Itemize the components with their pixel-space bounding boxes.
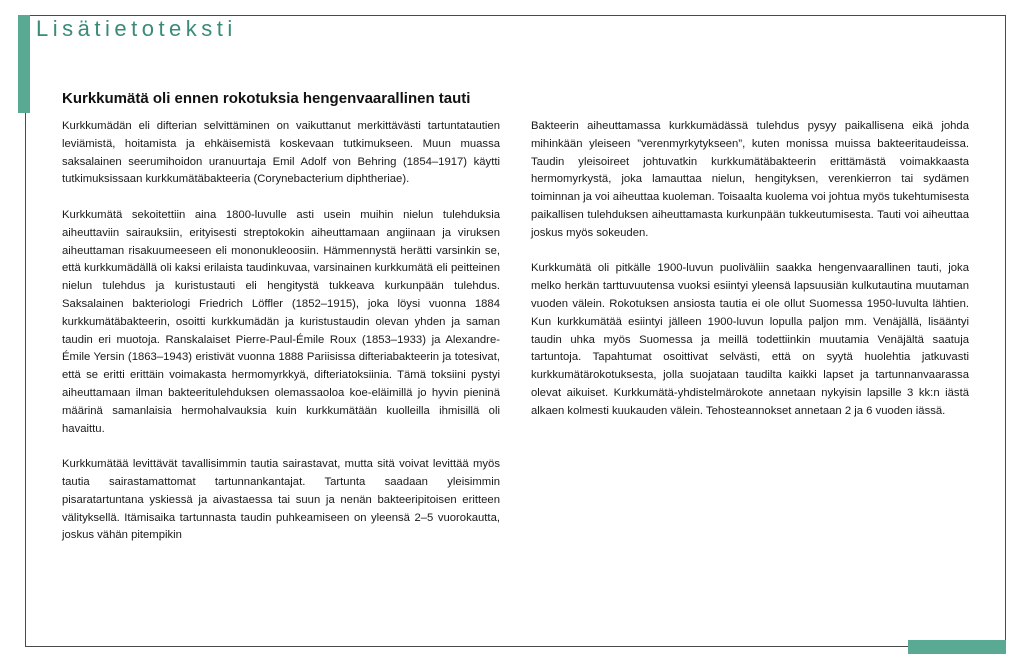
paragraph: Kurkkumätä sekoitettiin aina 1800-luvulle asti usein muihin nielun tulehduksia aiheuttaviin sairauksiin, erityisesti streptokokin aiheuttamaan angiinaan ja viruksen aiheuttaman risakuumeeseen eli mononukleoosiin. Hämmennystä herätti varsinkin se, että kurkkumädällä oli kaksi erilaista taudinkuvaa, varsinainen kurkkumätä eli peitteinen nielun tulehdus ja kuristustauti eli hengitystä tukkeava kurkunpään tulehdus. Saksalainen bakteriologi Friedrich Löffler (1852–1915), joka löysi vuonna 1884 kurkkumätäbakteerin, osoitti kurkkumädän ja kuristustaudin olevan yhden ja saman taudin eri muotoja. Ranskalaiset Pierre-Paul-Émile Roux (1853–1933) ja Alexandre-Émile Yersin (1863–1943) eristivät vuonna 1888 Pariisissa difteriabakteerin ja totesivat, että se eritti erittäin voimakasta hermomyrkkyä, difteriatoksiinia. Tämä toksiini pystyi aiheuttamaan ilman bakteeritulehduksen olemassaoloa koe-eläimillä jo hyvin pieninä määrinä samanlaisia hermohalvauksia kuin kurkkumätään kuolleilla ihmisillä oli havaittu. (62, 208, 500, 435)
paragraph: Bakteerin aiheuttamassa kurkkumädässä tulehdus pysyy paikallisena eikä johda mihinkään yleiseen ”verenmyrkytykseen”, kuten monissa muissa bakteeritaudeissa. Taudin yleisoireet johtuvatkin kurkkumätäbakteerin erittämästä voimakkaasta hermomyrkystä, joka lamauttaa nielun, hengityksen, verenkierron tai sydämen toiminnan ja voi aiheuttaa kuoleman. Toisaalta kuolema voi johtua myös tukehtumisesta paikallisen tulehduksen aiheuttamasta kurkunpään tukkeutumisesta. Tauti voi aiheuttaa joskus myös sokeuden. (531, 120, 969, 239)
accent-bar-left (18, 15, 30, 113)
accent-bar-bottom (908, 640, 1006, 654)
paragraph: Kurkkumätä oli pitkälle 1900-luvun puoliväliin saakka hengenvaarallinen tauti, joka melko herkän tarttuvuutensa vuoksi esiintyi yleensä lapsuusiän kulkutautina muutaman vuoden välein. Rokotuksen ansiosta tautia ei ole ollut Suomessa 1950-luvulta lähtien. Kun kurkkumätää esiintyi jälleen 1900-luvun lopulla paljon mm. Venäjällä, lisääntyi taudin uhka myös Suomessa ja meillä todettiinkin muutamia Venäjältä saatuja tartuntoja. Tapahtumat osoittivat selvästi, että on syytä huolehtia jatkuvasti kurkkumätärokotuksesta, jolla suojataan taudilta kaikki lapset ja tartunnanvaarassa olevat aikuiset. Kurkkumätä-yhdistelmärokote annetaan nykyisin lapsille 3 kk:n iästä alkaen kolmesti kuukauden välein. Tehosteannokset annetaan 2 ja 6 vuoden iässä. (531, 262, 969, 417)
left-column (62, 118, 500, 563)
right-column (531, 118, 969, 438)
article-headline: Kurkkumätä oli ennen rokotuksia hengenvaarallinen tauti (62, 90, 471, 107)
paragraph: Kurkkumädän eli difterian selvittäminen on vaikuttanut merkittävästi tartuntatautien leviämistä, hoitamista ja ehkäisemistä koskevaan tutkimukseen. Muun muassa saksalainen seerumihoidon uranuurtaja Emil Adolf von Behring (1854–1917) käytti tutkimuksissaan kurkkumätäbakteeria (Corynebacterium diphtheriae). (62, 120, 500, 186)
section-title: Lisätietoteksti (36, 16, 237, 41)
paragraph: Kurkkumätää levittävät tavallisimmin tautia sairastavat, mutta sitä voivat levittää myös tautia sairastamattomat tartunnankantajat. Tartunta saadaan yleisimmin pisaratartuntana yskiessä ja aivastaessa tai suun ja nenän bakteeripitoisen eritteen välityksellä. Itämisaika tartunnasta taudin puhkeamiseen on yleensä 2–5 vuorokautta, joskus vähän pitempikin (62, 458, 500, 542)
